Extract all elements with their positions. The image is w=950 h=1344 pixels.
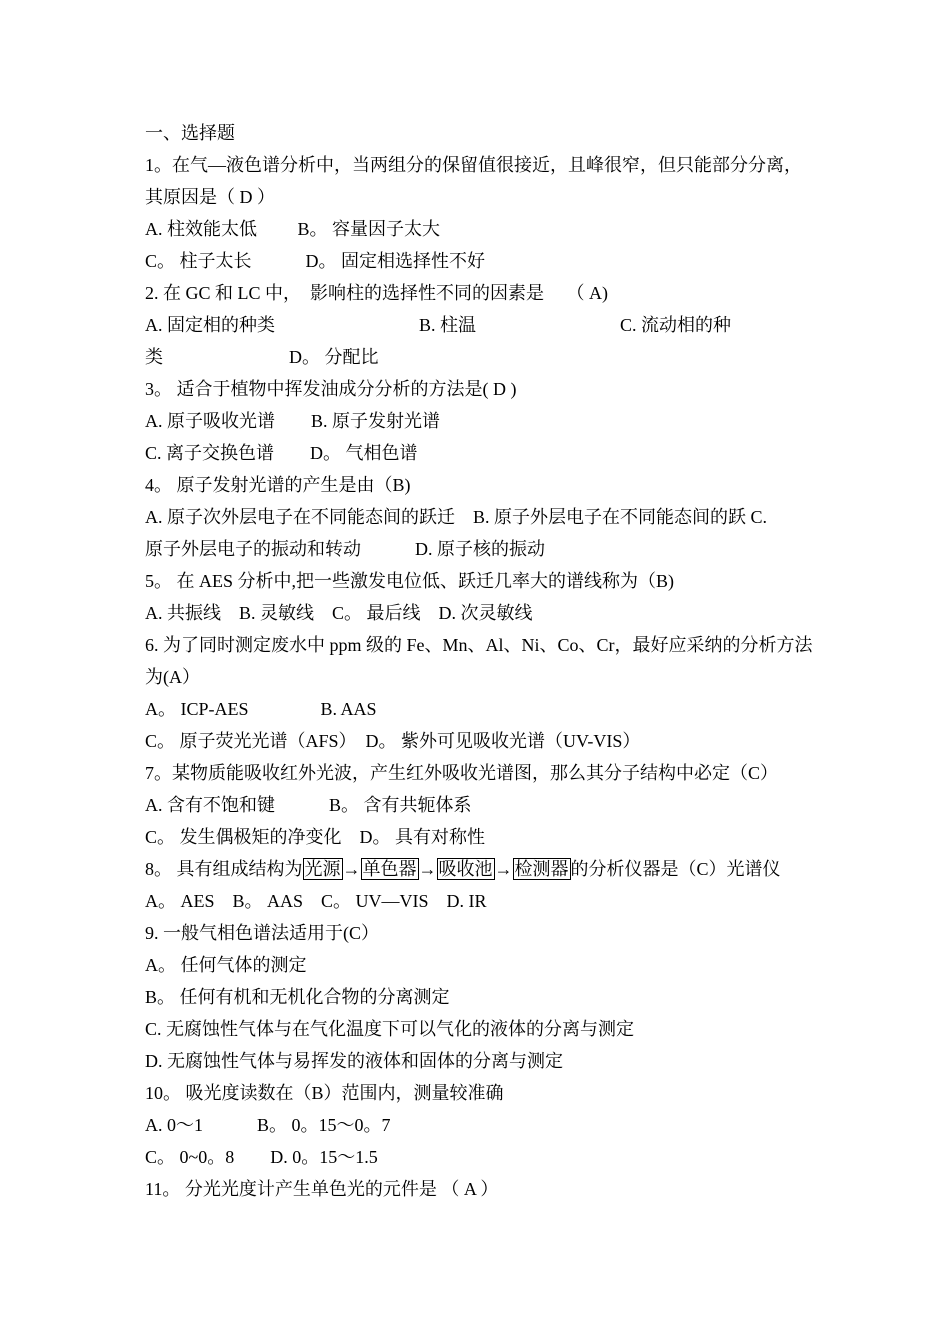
text-line: 为(A） [145, 667, 200, 687]
arrow-icon: → [494, 859, 513, 879]
text-line: 其原因是（ D ） [145, 187, 275, 207]
text-line: 6. 为了同时测定废水中 ppm 级的 Fe、Mn、Al、Ni、Co、Cr，最好应采纳的分析方法 [145, 635, 813, 655]
text-line: 11。 分光光度计产生单色光的元件是 （ A ） [145, 1179, 499, 1199]
text-line: A. 含有不饱和键 B。 含有共轭体系 [145, 795, 472, 815]
text-line: 原子外层电子的振动和转动 D. 原子核的振动 [145, 539, 545, 559]
text-line: 7。某物质能吸收红外光波，产生红外吸收光谱图，那么其分子结构中必定（C） [145, 763, 779, 783]
text-line: 3。 适合于植物中挥发油成分分析的方法是( D ) [145, 379, 517, 399]
text-line: 类 D。 分配比 [145, 347, 379, 367]
text-line: D. 无腐蚀性气体与易挥发的液体和固体的分离与测定 [145, 1051, 563, 1071]
q8-box-light-source: 光源 [304, 859, 341, 879]
text-line: C. 无腐蚀性气体与在气化温度下可以气化的液体的分离与测定 [145, 1019, 635, 1039]
arrow-icon: → [342, 859, 361, 879]
text-line: 9. 一般气相色谱法适用于(C） [145, 923, 379, 943]
text-line: 2. 在 GC 和 LC 中， 影响柱的选择性不同的因素是 （ A) [145, 283, 608, 303]
text-line: A. 共振线 B. 灵敏线 C。 最后线 D. 次灵敏线 [145, 603, 533, 623]
text-line: A. 原子吸收光谱 B. 原子发射光谱 [145, 411, 441, 431]
text-line: C。 0~0。8 D. 0。15～1.5 [145, 1147, 378, 1167]
q8-box-detector: 检测器 [514, 859, 569, 879]
text-line: C。 柱子太长 D。 固定相选择性不好 [145, 251, 486, 271]
text-line: A。 任何气体的测定 [145, 955, 307, 975]
q8-box-monochromator: 单色器 [362, 859, 417, 879]
text-line: C。 发生偶极矩的净变化 D。 具有对称性 [145, 827, 486, 847]
document-body [145, 117, 825, 1205]
text-line: A. 0～1 B。 0。15～0。7 [145, 1115, 391, 1135]
text-line: 10。 吸光度读数在（B）范围内，测量较准确 [145, 1083, 504, 1103]
question-8-line [145, 853, 825, 885]
arrow-icon: → [418, 859, 437, 879]
text-line: A. 固定相的种类 B. 柱温 C. 流动相的种 [145, 315, 732, 335]
q8-suffix: 的分析仪器是（C）光谱仪 [570, 859, 781, 879]
text-line: A. 柱效能太低 B。 容量因子太大 [145, 219, 441, 239]
text-line: 4。 原子发射光谱的产生是由（B) [145, 475, 411, 495]
q8-prefix: 8。 具有组成结构为 [145, 859, 303, 879]
text-line: A. 原子次外层电子在不同能态间的跃迁 B. 原子外层电子在不同能态间的跃 C. [145, 507, 768, 527]
text-line: B。 任何有机和无机化合物的分离测定 [145, 987, 450, 1007]
text-line: C. 离子交换色谱 D。 气相色谱 [145, 443, 418, 463]
text-line: A。 ICP-AES B. AAS [145, 699, 377, 719]
text-line: C。 原子荧光光谱（AFS） D。 紫外可见吸收光谱（UV-VIS） [145, 731, 641, 751]
text-line: 5。 在 AES 分析中,把一些激发电位低、跃迁几率大的谱线称为（B) [145, 571, 675, 591]
q8-box-cell: 吸收池 [438, 859, 493, 879]
text-line: 1。在气—液色谱分析中，当两组分的保留值很接近，且峰很窄，但只能部分分离， [145, 155, 802, 175]
section-title: 一、选择题 [145, 123, 235, 143]
text-line: A。 AES B。 AAS C。 UV—VIS D. IR [145, 891, 487, 911]
